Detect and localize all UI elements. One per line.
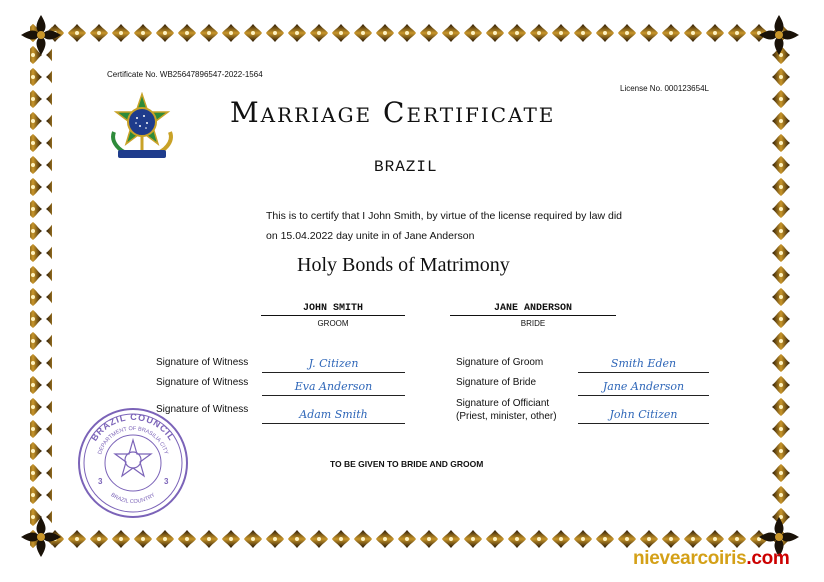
- groom-name: JOHN SMITH: [261, 303, 405, 316]
- witness-3-signature: Adam Smith: [299, 408, 368, 421]
- witness-1-label: Signature of Witness: [156, 357, 249, 368]
- bride-name: JANE ANDERSON: [450, 303, 616, 316]
- stamp-number-left: 3: [98, 477, 103, 486]
- witness-3-label: Signature of Witness: [156, 404, 249, 415]
- stamp-emblem-icon: [115, 440, 151, 476]
- watermark-brand: nievearcoiris: [633, 548, 747, 569]
- bride-role-label: BRIDE: [520, 319, 546, 328]
- license-number: License No. 000123654L: [620, 84, 709, 93]
- officiant-signature-line: [578, 401, 709, 424]
- bride-signature: Jane Anderson: [602, 380, 685, 393]
- groom-signature: Smith Eden: [610, 357, 677, 370]
- groom-signature-label: Signature of Groom: [456, 357, 544, 368]
- officiant-label-line: (Priest, minister, other): [456, 411, 557, 422]
- witness-3-signature-line: [262, 401, 405, 424]
- witness-2-signature: Eva Anderson: [294, 380, 373, 393]
- page-title: Marriage Certificate: [230, 96, 556, 129]
- groom-name-block: [261, 303, 405, 328]
- officiant-signature-label: [456, 397, 557, 423]
- country-heading: BRAZIL: [374, 158, 438, 176]
- stamp-number-right: 3: [164, 477, 169, 486]
- certification-line: on 15.04.2022 day unite in of Jane Anderson: [266, 230, 475, 242]
- bride-signature-label: Signature of Bride: [456, 377, 537, 388]
- certificate-number: Certificate No. WB25647896547-2022-1564: [107, 70, 263, 79]
- bride-signature-line: [578, 373, 709, 396]
- bride-name-block: [450, 303, 616, 328]
- stamp-inner-text: DEPARTMENT OF BRASILIA CITY: [97, 425, 169, 456]
- witness-1-signature-line: [262, 350, 405, 373]
- stamp-outer-text: BRAZIL COUNCIL: [88, 411, 178, 443]
- watermark-tld: .com: [746, 548, 790, 569]
- officiant-signature: John Citizen: [609, 408, 678, 421]
- official-stamp: [76, 406, 190, 520]
- witness-1-signature: J. Citizen: [308, 357, 359, 370]
- coat-of-arms-emblem: [106, 92, 178, 162]
- watermark: [633, 548, 790, 570]
- witness-2-signature-line: [262, 373, 405, 396]
- officiant-label-line: Signature of Officiant: [456, 398, 550, 409]
- given-to-notice: TO BE GIVEN TO BRIDE AND GROOM: [330, 459, 484, 469]
- witness-2-label: Signature of Witness: [156, 377, 249, 388]
- bonds-heading: Holy Bonds of Matrimony: [297, 254, 510, 276]
- certification-statement: [266, 206, 646, 246]
- groom-signature-line: [578, 350, 709, 373]
- svg-text:BRAZIL COUNTRY: [110, 492, 157, 505]
- stamp-bottom-text: BRAZIL COUNTRY: [109, 492, 157, 506]
- groom-role-label: GROOM: [317, 319, 349, 328]
- certification-line: This is to certify that I John Smith, by virtue of the license required by law did: [266, 210, 622, 222]
